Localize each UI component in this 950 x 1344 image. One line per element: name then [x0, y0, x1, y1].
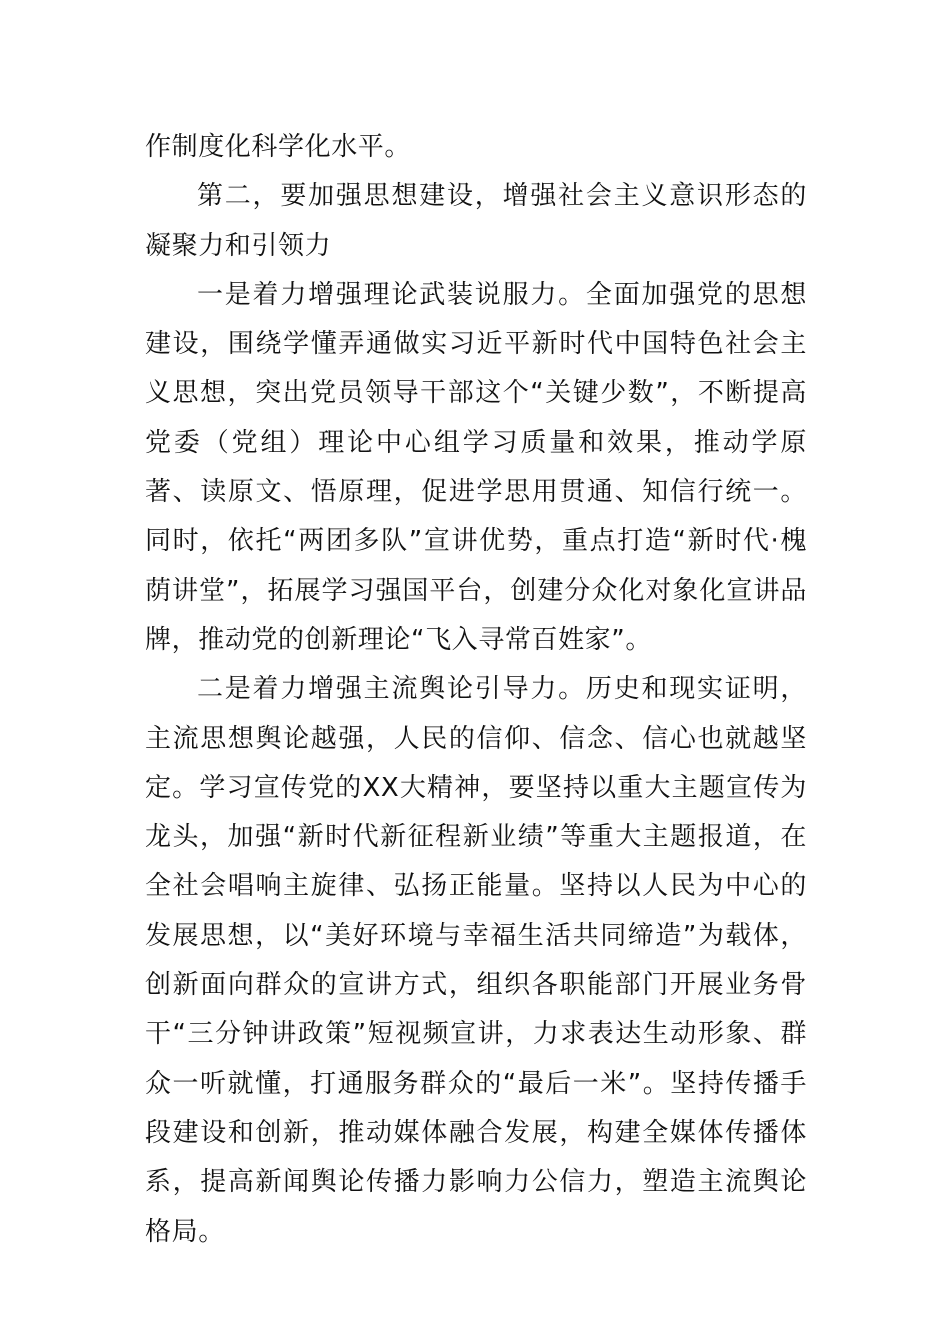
document-body	[145, 123, 807, 1257]
paragraph-continuation: 作制度化科学化水平。	[145, 132, 412, 162]
paragraph-theory: 一是着力增强理论武装说服力。全面加强党的思想建设，围绕学懂弄通做实习近平新时代中国特色社会主义思想，突出党员领导干部这个“关键少数”，不断提高党委（党组）理论中心组学习质量和效果，推动学原著、读原文、悟原理，促进学思用贯通、知信行统一。同时，依托“两团多队”宣讲优势，重点打造“新时代·槐荫讲堂”，拓展学习强国平台，创建分众化对象化宣讲品牌，推动党的创新理论“飞入寻常百姓家”。	[145, 279, 807, 655]
paragraph-section-heading: 第二，要加强思想建设，增强社会主义意识形态的凝聚力和引领力	[145, 181, 807, 261]
paragraph-public-opinion: 二是着力增强主流舆论引导力。历史和现实证明，主流思想舆论越强，人民的信仰、信念、信心也就越坚定。学习宣传党的XX大精神，要坚持以重大主题宣传为龙头，加强“新时代新征程新业绩”等重大主题报道，在全社会唱响主旋律、弘扬正能量。坚持以人民为中心的发展思想，以“美好环境与幸福生活共同缔造”为载体，创新面向群众的宣讲方式，组织各职能部门开展业务骨干“三分钟讲政策”短视频宣讲，力求表达生动形象、群众一听就懂，打通服务群众的“最后一米”。坚持传播手段建设和创新，推动媒体融合发展，构建全媒体传播体系，提高新闻舆论传播力影响力公信力，塑造主流舆论格局。	[145, 674, 807, 1247]
